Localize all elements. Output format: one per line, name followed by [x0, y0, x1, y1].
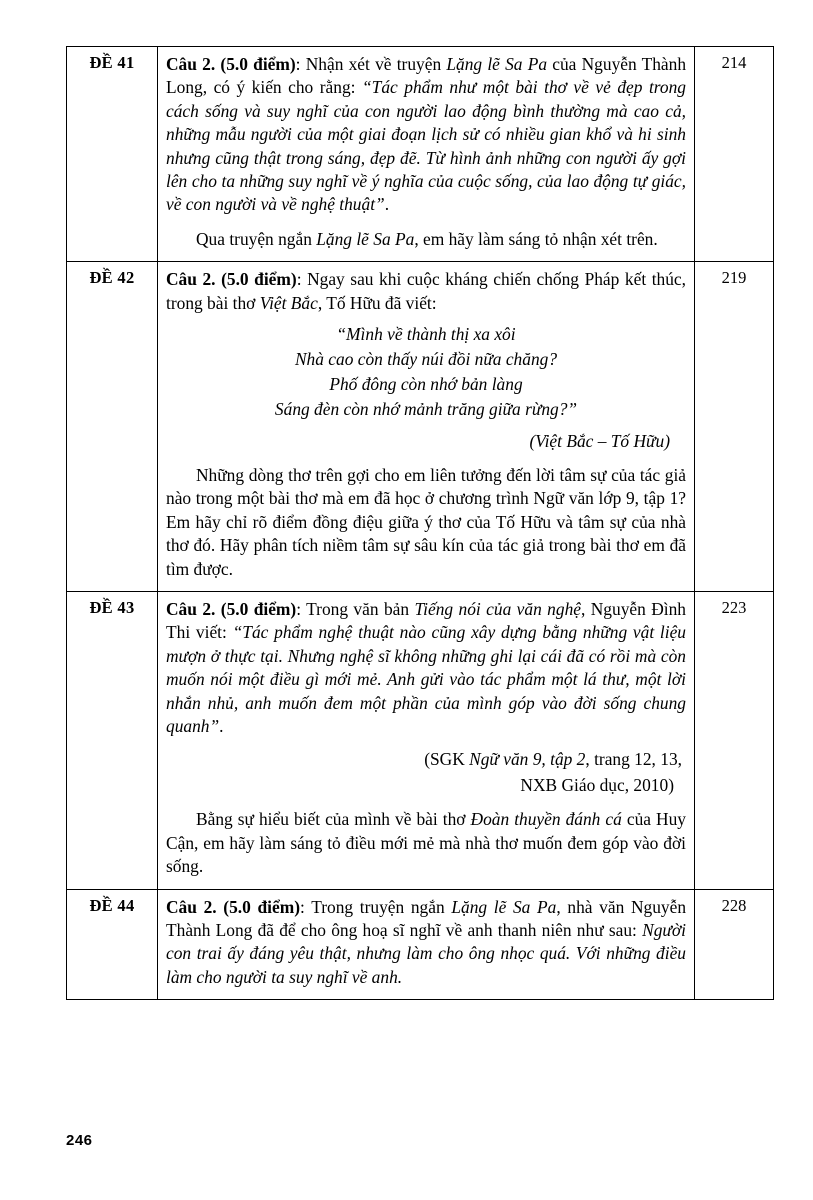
exam-content	[158, 592, 695, 889]
exam-code: ĐỀ 42	[67, 262, 158, 592]
table-row	[67, 889, 774, 1000]
question-label: Câu 2. (5.0 điểm)	[166, 896, 301, 917]
work-title: Lặng lẽ Sa Pa	[446, 54, 548, 74]
question-label: Câu 2. (5.0 điểm)	[166, 599, 297, 620]
question-text-b: , Tố Hữu đã viết:	[317, 292, 437, 313]
quoted-opinion: “Tác phẩm nghệ thuật nào cũng xây dựng bằng những vật liệu mượn ở thực tại. Nhưng nghệ sĩ không những ghi lại cái đã có rồi mà còn muốn nói một điều gì mới mẻ. Anh gửi vào tác phẩm một lá thư, một lời nhắn nhủ, anh muốn đem một phần của mình góp vào đời sống chung quanh”	[166, 622, 686, 737]
page-reference: 228	[695, 889, 774, 1000]
work-title: Tiếng nói của văn nghệ	[414, 599, 581, 620]
question-text-b: , Nguyễn Đình Thi viết:	[166, 599, 686, 643]
task-text-a: Bằng sự hiểu biết của mình về bài thơ	[196, 809, 471, 830]
task-text-b: của Huy Cận, em hãy làm sáng tỏ điều mới mẻ mà nhà thơ muốn đem góp vào đời sống.	[166, 809, 686, 877]
source-title: Ngữ văn 9, tập 2	[469, 748, 586, 769]
footer-page-number: 246	[66, 1132, 93, 1149]
question-paragraph	[166, 598, 686, 738]
verse-line: Phố đông còn nhớ bản làng	[329, 373, 523, 394]
exam-content	[158, 47, 695, 262]
verse-line: Sáng đèn còn nhớ mảnh trăng giữa rừng?”	[274, 398, 578, 419]
exam-content	[158, 889, 695, 1000]
verse-attribution: (Việt Bắc – Tố Hữu)	[529, 430, 670, 451]
work-title: Việt Bắc	[259, 292, 318, 313]
task-text-a: Qua truyện ngắn	[196, 228, 317, 249]
source-pages: , trang 12, 13,	[585, 748, 682, 769]
verse-line: “Mình về thành thị xa xôi	[336, 324, 516, 345]
source-prefix: (SGK	[424, 748, 470, 769]
task-paragraph	[166, 228, 686, 251]
question-label: Câu 2. (5.0 điểm)	[166, 54, 296, 74]
task-text-b: , em hãy làm sáng tỏ nhận xét trên.	[414, 228, 658, 249]
question-label: Câu 2. (5.0 điểm)	[166, 269, 297, 290]
quoted-opinion: Người con trai ấy đáng yêu thật, nhưng làm cho ông nhọc quá. Với những điều làm cho người ta suy nghĩ về anh.	[166, 919, 686, 987]
question-text-a: : Ngay sau khi cuộc kháng chiến chống Pháp kết thúc, trong bài thơ	[166, 269, 686, 313]
source-line-2: NXB Giáo dục, 2010)	[520, 774, 674, 795]
exam-code: ĐỀ 43	[67, 592, 158, 889]
question-paragraph	[166, 268, 686, 315]
verse-line: Nhà cao còn thấy núi đồi nữa chăng?	[294, 348, 558, 369]
task-paragraph: Những dòng thơ trên gợi cho em liên tưởng đến lời tâm sự của tác giả nào trong một bài thơ mà em đã học ở chương trình Ngữ văn lớp 9, tập 1? Em hãy chỉ rõ điểm đồng điệu giữa ý thơ của Tố Hữu và tâm sự của nhà thơ đó. Hãy phân tích niềm tâm sự sâu kín của tác giả trong bài thơ em đã tìm được.	[166, 465, 686, 579]
page-reference: 219	[695, 262, 774, 592]
exam-code: ĐỀ 44	[67, 889, 158, 1000]
question-text-b: , nhà văn Nguyễn Thành Long đã để cho ông hoạ sĩ nghĩ về anh thanh niên như sau:	[166, 896, 687, 940]
table-row	[67, 592, 774, 889]
question-text-c: .	[384, 194, 390, 215]
table-row	[67, 262, 774, 592]
exam-list-table	[66, 46, 774, 1000]
question-paragraph	[166, 53, 686, 217]
work-title: Lặng lẽ Sa Pa	[316, 228, 415, 249]
page-reference: 223	[695, 592, 774, 889]
work-title: Đoàn thuyền đánh cá	[470, 809, 622, 830]
question-text-a: : Trong văn bản	[296, 599, 415, 620]
question-text-b: của Nguyễn Thành Long, có ý kiến cho rằng:	[166, 54, 687, 98]
exam-code: ĐỀ 41	[67, 47, 158, 262]
exam-content	[158, 262, 695, 592]
question-text-a: : Trong truyện ngắn	[300, 896, 452, 917]
question-text-c: .	[219, 716, 224, 737]
question-paragraph	[166, 896, 686, 990]
source-line-1	[166, 748, 686, 771]
table-row	[67, 47, 774, 262]
task-paragraph	[166, 808, 686, 878]
work-title: Lặng lẽ Sa Pa	[451, 896, 557, 917]
quoted-opinion: “Tác phẩm như một bài thơ về vẻ đẹp trong cách sống và suy nghĩ của con người lao động bình thường mà cao cả, những mẫu người của một giai đoạn lịch sử có nhiều gian khổ và hi sinh nhưng cũng thật trong sáng, đẹp đẽ. Từ hình ảnh những con người ấy gợi lên cho ta những suy nghĩ về ý nghĩa của cuộc sống, của lao động tự giác, về con người và về nghệ thuật”	[166, 77, 686, 215]
question-text-a: : Nhận xét về truyện	[295, 54, 447, 74]
page-reference: 214	[695, 47, 774, 262]
